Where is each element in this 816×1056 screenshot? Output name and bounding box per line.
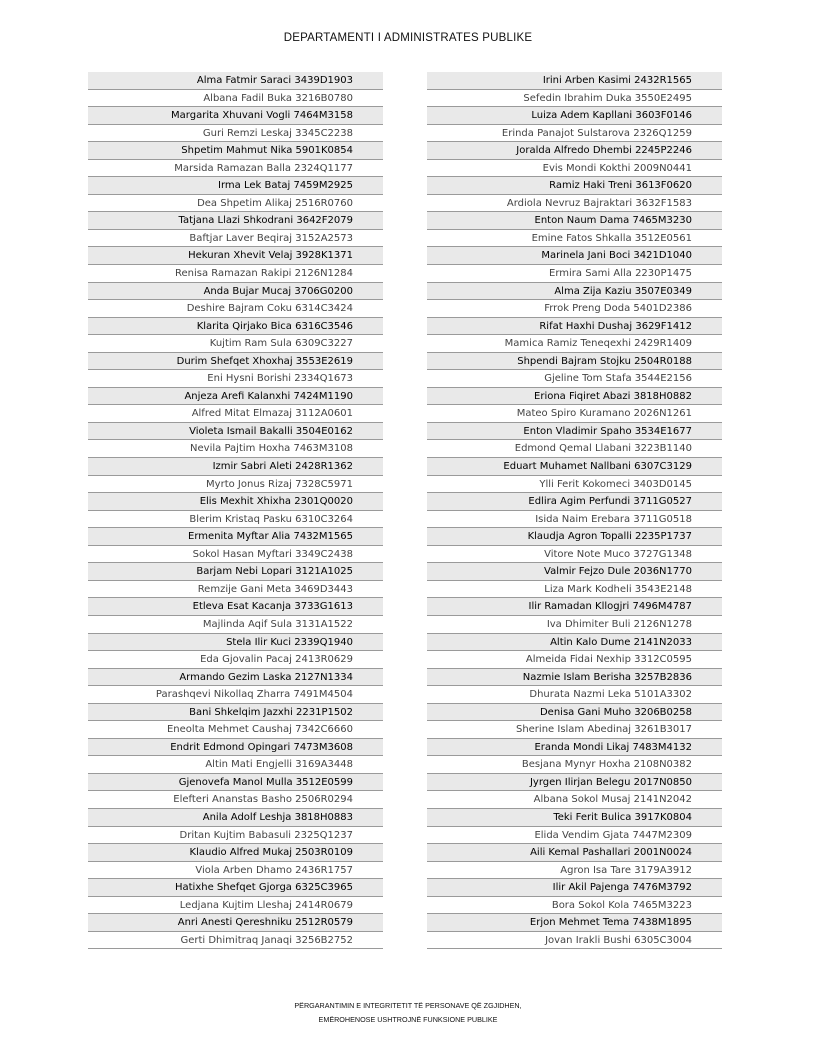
list-item: Deshire Bajram Coku 6314C3424 [88, 300, 383, 318]
list-item: Hatixhe Shefqet Gjorga 6325C3965 [88, 879, 383, 897]
list-item: Eduart Muhamet Nallbani 6307C3129 [427, 458, 722, 476]
list-item: Remzije Gani Meta 3469D3443 [88, 581, 383, 599]
list-item: Ilir Ramadan Kllogjri 7496M4787 [427, 598, 722, 616]
list-item: Albana Fadil Buka 3216B0780 [88, 90, 383, 108]
list-item: Klaudio Alfred Mukaj 2503R0109 [88, 844, 383, 862]
list-item: Eni Hysni Borishi 2334Q1673 [88, 370, 383, 388]
right-name-list [427, 72, 722, 949]
list-item: Eriona Fiqiret Abazi 3818H0882 [427, 388, 722, 406]
list-item: Dea Shpetim Alikaj 2516R0760 [88, 195, 383, 213]
list-item: Evis Mondi Kokthi 2009N0441 [427, 160, 722, 178]
list-item: Gjeline Tom Stafa 3544E2156 [427, 370, 722, 388]
list-item: Ledjana Kujtim Lleshaj 2414R0679 [88, 897, 383, 915]
list-item: Etleva Esat Kacanja 3733G1613 [88, 598, 383, 616]
list-item: Sefedin Ibrahim Duka 3550E2495 [427, 90, 722, 108]
list-item: Anda Bujar Mucaj 3706G0200 [88, 283, 383, 301]
list-item: Durim Shefqet Xhoxhaj 3553E2619 [88, 353, 383, 371]
list-item: Gjenovefa Manol Mulla 3512E0599 [88, 774, 383, 792]
list-item: Ilir Akil Pajenga 7476M3792 [427, 879, 722, 897]
list-item: Alma Zija Kaziu 3507E0349 [427, 283, 722, 301]
left-name-list [88, 72, 383, 949]
list-item: Elida Vendim Gjata 7447M2309 [427, 827, 722, 845]
list-item: Bora Sokol Kola 7465M3223 [427, 897, 722, 915]
list-item: Ermenita Myftar Alia 7432M1565 [88, 528, 383, 546]
list-item: Marsida Ramazan Balla 2324Q1177 [88, 160, 383, 178]
list-item: Gerti Dhimitraq Janaqi 3256B2752 [88, 932, 383, 950]
list-item: Valmir Fejzo Dule 2036N1770 [427, 563, 722, 581]
list-item: Anjeza Arefi Kalanxhi 7424M1190 [88, 388, 383, 406]
list-item: Elefteri Ananstas Basho 2506R0294 [88, 791, 383, 809]
list-item: Ylli Ferit Kokomeci 3403D0145 [427, 476, 722, 494]
list-item: Jovan Irakli Bushi 6305C3004 [427, 932, 722, 950]
list-item: Frrok Preng Doda 5401D2386 [427, 300, 722, 318]
list-item: Tatjana Llazi Shkodrani 3642F2079 [88, 212, 383, 230]
list-item: Altin Mati Engjelli 3169A3448 [88, 756, 383, 774]
list-item: Ermira Sami Alla 2230P1475 [427, 265, 722, 283]
list-item: Joralda Alfredo Dhembi 2245P2246 [427, 142, 722, 160]
list-item: Anila Adolf Leshja 3818H0883 [88, 809, 383, 827]
list-item: Besjana Mynyr Hoxha 2108N0382 [427, 756, 722, 774]
list-item: Enton Naum Dama 7465M3230 [427, 212, 722, 230]
list-item: Eneolta Mehmet Caushaj 7342C6660 [88, 721, 383, 739]
list-item: Anri Anesti Qereshniku 2512R0579 [88, 914, 383, 932]
list-item: Sherine Islam Abedinaj 3261B3017 [427, 721, 722, 739]
list-item: Dritan Kujtim Babasuli 2325Q1237 [88, 827, 383, 845]
list-item: Jyrgen Ilirjan Belegu 2017N0850 [427, 774, 722, 792]
list-item: Isida Naim Erebara 3711G0518 [427, 511, 722, 529]
list-item: Izmir Sabri Aleti 2428R1362 [88, 458, 383, 476]
list-item: Elis Mexhit Xhixha 2301Q0020 [88, 493, 383, 511]
list-item: Emine Fatos Shkalla 3512E0561 [427, 230, 722, 248]
list-item: Bani Shkelqim Jazxhi 2231P1502 [88, 704, 383, 722]
list-item: Guri Remzi Leskaj 3345C2238 [88, 125, 383, 143]
list-item: Erinda Panajot Sulstarova 2326Q1259 [427, 125, 722, 143]
list-item: Hekuran Xhevit Velaj 3928K1371 [88, 247, 383, 265]
page-footer [0, 999, 816, 1027]
list-item: Liza Mark Kodheli 3543E2148 [427, 581, 722, 599]
list-item: Shpendi Bajram Stojku 2504R0188 [427, 353, 722, 371]
list-item: Klaudja Agron Topalli 2235P1737 [427, 528, 722, 546]
list-item: Barjam Nebi Lopari 3121A1025 [88, 563, 383, 581]
list-item: Shpetim Mahmut Nika 5901K0854 [88, 142, 383, 160]
list-item: Teki Ferit Bulica 3917K0804 [427, 809, 722, 827]
list-item: Almeida Fidai Nexhip 3312C0595 [427, 651, 722, 669]
list-item: Irini Arben Kasimi 2432R1565 [427, 72, 722, 90]
list-item: Violeta Ismail Bakalli 3504E0162 [88, 423, 383, 441]
list-item: Edmond Qemal Llabani 3223B1140 [427, 440, 722, 458]
list-item: Armando Gezim Laska 2127N1334 [88, 669, 383, 687]
footer-line-1: PËRGARANTIMIN E INTEGRITETIT TË PERSONAVE QË ZGJIDHEN, [294, 1001, 522, 1010]
list-item: Eda Gjovalin Pacaj 2413R0629 [88, 651, 383, 669]
list-item: Ardiola Nevruz Bajraktari 3632F1583 [427, 195, 722, 213]
list-item: Edlira Agim Perfundi 3711G0527 [427, 493, 722, 511]
list-item: Viola Arben Dhamo 2436R1757 [88, 862, 383, 880]
list-item: Stela Ilir Kuci 2339Q1940 [88, 634, 383, 652]
list-item: Alma Fatmir Saraci 3439D1903 [88, 72, 383, 90]
list-item: Renisa Ramazan Rakipi 2126N1284 [88, 265, 383, 283]
list-item: Irma Lek Bataj 7459M2925 [88, 177, 383, 195]
list-item: Denisa Gani Muho 3206B0258 [427, 704, 722, 722]
list-item: Marinela Jani Boci 3421D1040 [427, 247, 722, 265]
list-item: Altin Kalo Dume 2141N2033 [427, 634, 722, 652]
list-item: Kujtim Ram Sula 6309C3227 [88, 335, 383, 353]
list-item: Aili Kemal Pashallari 2001N0024 [427, 844, 722, 862]
list-item: Iva Dhimiter Buli 2126N1278 [427, 616, 722, 634]
list-item: Nazmie Islam Berisha 3257B2836 [427, 669, 722, 687]
list-item: Sokol Hasan Myftari 3349C2438 [88, 546, 383, 564]
list-item: Nevila Pajtim Hoxha 7463M3108 [88, 440, 383, 458]
list-item: Ramiz Haki Treni 3613F0620 [427, 177, 722, 195]
list-item: Enton Vladimir Spaho 3534E1677 [427, 423, 722, 441]
list-item: Eranda Mondi Likaj 7483M4132 [427, 739, 722, 757]
page-title: DEPARTAMENTI I ADMINISTRATES PUBLIKE [283, 32, 533, 44]
list-item: Baftjar Laver Beqiraj 3152A2573 [88, 230, 383, 248]
list-item: Klarita Qirjako Bica 6316C3546 [88, 318, 383, 336]
list-item: Albana Sokol Musaj 2141N2042 [427, 791, 722, 809]
list-item: Vitore Note Muco 3727G1348 [427, 546, 722, 564]
list-item: Rifat Haxhi Dushaj 3629F1412 [427, 318, 722, 336]
list-item: Erjon Mehmet Tema 7438M1895 [427, 914, 722, 932]
list-item: Blerim Kristaq Pasku 6310C3264 [88, 511, 383, 529]
list-item: Margarita Xhuvani Vogli 7464M3158 [88, 107, 383, 125]
list-item: Alfred Mitat Elmazaj 3112A0601 [88, 405, 383, 423]
list-item: Luiza Adem Kapllani 3603F0146 [427, 107, 722, 125]
list-item: Mamica Ramiz Teneqexhi 2429R1409 [427, 335, 722, 353]
footer-line-2: EMËROHENOSE USHTROJNË FUNKSIONE PUBLIKE [318, 1015, 498, 1024]
list-item: Myrto Jonus Rizaj 7328C5971 [88, 476, 383, 494]
list-item: Majlinda Aqif Sula 3131A1522 [88, 616, 383, 634]
list-item: Mateo Spiro Kuramano 2026N1261 [427, 405, 722, 423]
list-item: Dhurata Nazmi Leka 5101A3302 [427, 686, 722, 704]
list-item: Parashqevi Nikollaq Zharra 7491M4504 [88, 686, 383, 704]
list-item: Agron Isa Tare 3179A3912 [427, 862, 722, 880]
list-item: Endrit Edmond Opingari 7473M3608 [88, 739, 383, 757]
